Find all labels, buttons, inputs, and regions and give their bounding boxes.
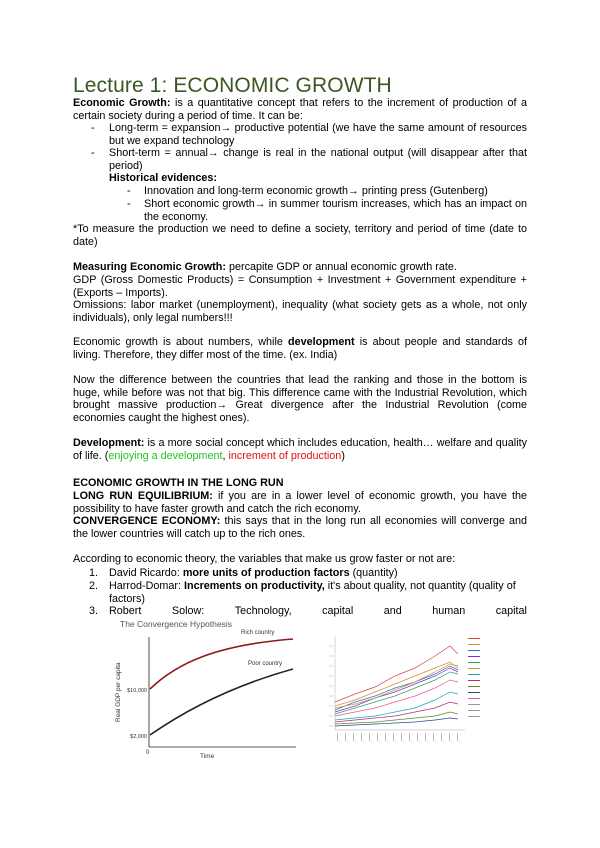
theory-num-2: 2. [89,580,99,592]
convergence-hypothesis-figure [108,617,298,765]
historical-item-innovation: Innovation and long-term economic growth→ printing press (Gutenberg) [144,185,488,197]
long-run-equilibrium [73,490,527,515]
chart-legend [468,638,480,717]
chart-x-ticks [337,733,458,741]
equilibrium-term: LONG RUN EQUILIBRIUM: [73,490,213,502]
development-sep: , [222,449,229,462]
numbers-after: is about people and standards of living. Therefore, they differ most of the time. (ex. India) [73,336,527,361]
solow-word: Technology, [234,605,292,617]
theory-item-solow [109,605,527,618]
development-red-note: increment of production [228,449,342,462]
development-term: Development: [73,437,145,449]
gdp-formula: GDP (Gross Domestic Products) = Consumption + Investment + Government expenditure + (Exports – Imports). [73,274,527,299]
rich-country-label: Rich country [241,630,275,636]
tick-label: $10,000 [127,688,147,694]
theory-item-harrod [109,580,527,605]
series-line [335,662,458,706]
development-close: ) [341,449,345,462]
origin-label: 0 [146,750,150,756]
development-def: is a more social concept which includes education, health… welfare and quality of life. ( [73,437,527,462]
growth-term: Economic Growth: [73,97,171,109]
figure-title: The Convergence Hypothesis [120,619,232,629]
solow-word: Robert [109,605,142,617]
convergence-def: this says that in the long run all economies will converge and the lower countries will catch up to the rich ones. [73,515,527,540]
ricardo-bold: more units of production factors [182,567,350,579]
y-axis-label: Real GDP per capita [115,662,122,722]
solow-word: Solow: [171,605,205,617]
convergence-term: CONVERGENCE ECONOMY: [73,515,221,527]
series-line [335,680,458,716]
numbers-paragraph [73,336,527,361]
historical-heading [109,172,527,185]
ricardo-name: David Ricardo: [109,567,183,579]
series-line [335,668,458,712]
theory-num-3: 3. [89,605,99,617]
theory-item-ricardo [109,567,527,580]
historical-item-tourism: Short economic growth→ in summer tourism increases, which has an impact on the economy. [144,198,527,223]
bullet-dash: - [127,185,131,197]
harrod-bold: Increments on productivity, [184,580,325,592]
page-title: Lecture 1: ECONOMIC GROWTH [73,74,392,97]
bullet-dash: - [91,147,95,159]
gdp-comparison-chart [325,632,493,750]
measuring-def: percapite GDP or annual economic growth rate. [225,261,457,273]
long-run-heading-text: ECONOMIC GROWTH IN THE LONG RUN [73,477,284,489]
development-paragraph [73,437,527,462]
solow-word: capital [322,605,354,617]
bullet-dash: - [91,122,95,134]
historical-title: Historical evidences: [109,172,218,184]
measure-note: *To measure the production we need to define a society, territory and period of time (date to date) [73,223,527,248]
chart-series-lines [335,646,458,726]
solow-word: human [432,605,466,617]
convergence-economy [73,515,527,540]
theory-num-1: 1. [89,567,99,579]
growth-item-short-term: Short-term = annual→ change is real in the national output (will disappear after that period) [109,147,527,172]
numbers-before: Economic growth is about numbers, while [73,336,288,348]
tick-label: $2,000 [130,734,147,740]
series-line [335,718,458,726]
harrod-name: Harrod-Domar: [109,580,184,592]
series-line [335,672,458,714]
bullet-dash: - [127,198,131,210]
poor-country-label: Poor country [248,661,283,667]
harrod-rest: it's about quality, not quantity (quality of factors) [109,580,516,605]
growth-item-long-term: Long-term = expansion→ productive potential (we have the same amount of resources but we expand technology [109,122,527,147]
solow-word: and [383,605,402,617]
theory-intro: According to economic theory, the variables that make us grow faster or not are: [73,553,456,565]
solow-word: capital [495,605,527,617]
long-run-heading [73,477,527,490]
development-green-note: enjoying a development [108,449,223,462]
ricardo-rest: (quantity) [349,567,398,579]
series-line [335,646,458,702]
poor-country-curve [150,669,293,735]
omissions-text: Omissions: labor market (unemployment), inequality (what society gets as a whole, not only individuals), only legal numbers!!! [73,299,527,324]
equilibrium-def: if you are in a lower level of economic growth, you have the possibility to have faster growth and catch the rich economy. [73,490,527,515]
development-bold: development [287,336,355,348]
growth-def: is a quantitative concept that refers to the increment of production of a certain society during a period of time. It can be: [73,97,527,122]
series-line [335,666,458,710]
x-axis-label: Time [200,753,215,760]
chart-y-ticks [329,646,333,726]
growth-definition [73,97,527,122]
measuring-definition [73,261,527,274]
divergence-paragraph: Now the difference between the countries that lead the ranking and those in the bottom is huge, while before was not that big. This difference came with the Industrial Revolution, which brought massive production→ Great divergence after the Industrial Revolution (come economies caught the highest ones). [73,374,527,424]
measuring-term: Measuring Economic Growth: [73,261,226,273]
